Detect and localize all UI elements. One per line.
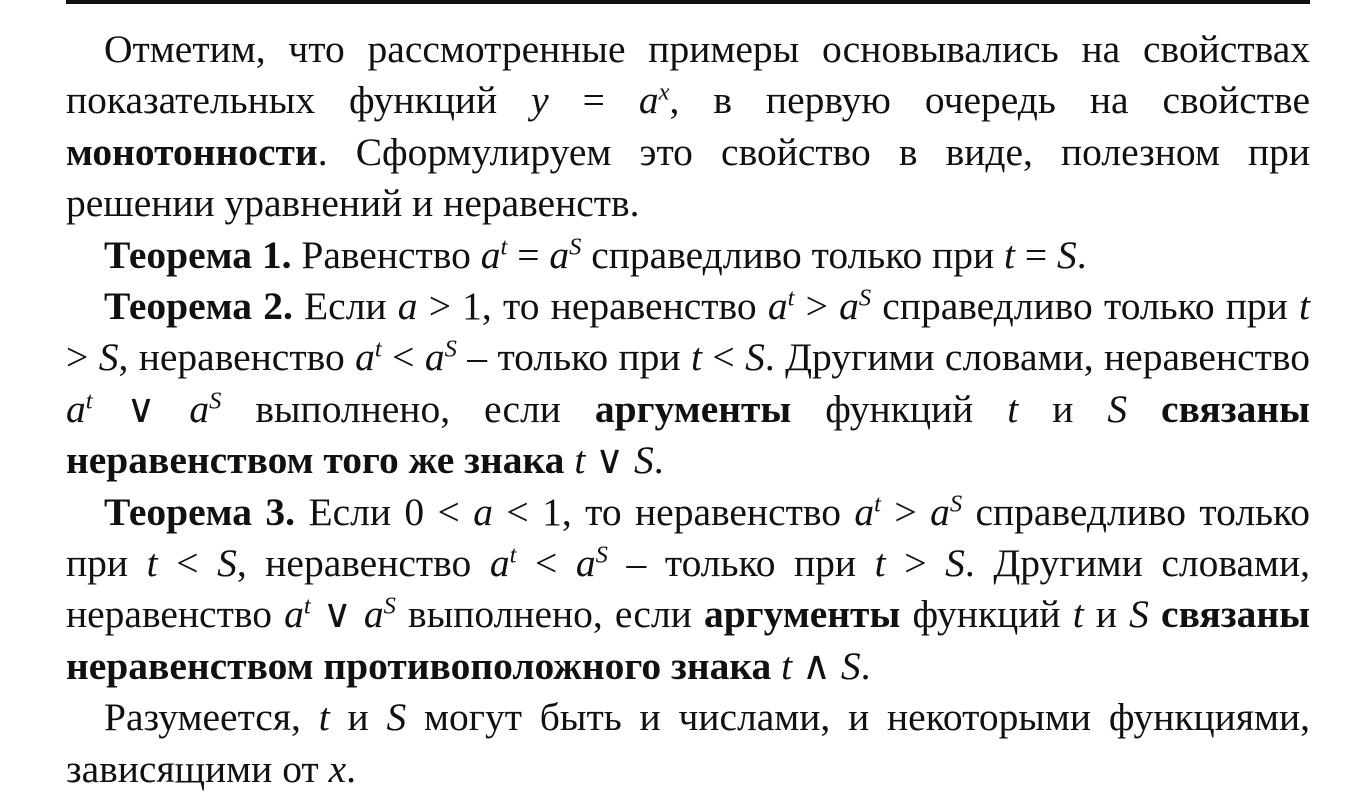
formula-op: ∧ — [792, 643, 841, 688]
theorem-bold-term: связаны неравенством того же знака — [66, 386, 1310, 483]
theorem-text: , неравенство — [236, 541, 490, 586]
theorem-1 — [66, 230, 1310, 281]
formula-op: < — [157, 541, 218, 586]
formula-var: S — [633, 438, 654, 483]
formula-var: t — [1072, 592, 1084, 637]
formula-op: > — [885, 541, 946, 586]
formula-exponent: S — [858, 284, 872, 312]
theorem-text: . Другими словами, неравенство — [66, 541, 1310, 637]
theorem-text: > 1, то неравенство — [417, 284, 768, 329]
formula-exponent: t — [303, 593, 311, 620]
theorem-text: выполнено, если — [395, 592, 704, 637]
theorem-text: Если — [292, 284, 398, 329]
formula-var: a — [767, 284, 788, 329]
theorem-text: выполнено, если — [221, 386, 595, 431]
formula-var: a — [284, 592, 304, 637]
formula-exponent: t — [500, 233, 508, 261]
formula-op: ∨ — [310, 592, 364, 637]
theorem-text: Если 0 < — [295, 489, 474, 534]
theorem-text: и — [1083, 592, 1130, 637]
formula-var: t — [146, 541, 158, 586]
theorem-text: . Другими словами, неравенство — [764, 335, 1310, 380]
closing-text: . — [346, 746, 356, 791]
formula-var: a — [473, 489, 493, 534]
formula-exponent: S — [444, 335, 457, 363]
formula-op: < — [381, 335, 425, 380]
theorem-title: Теорема 3. — [104, 489, 296, 534]
formula-exponent: x — [658, 78, 670, 106]
formula-exponent: S — [949, 490, 963, 518]
formula-var: S — [945, 541, 965, 586]
formula-var: t — [574, 438, 586, 483]
closing-paragraph — [66, 692, 1310, 795]
theorem-text: , неравенство — [118, 335, 356, 380]
theorem-text: функций — [791, 386, 1008, 431]
theorem-text: < 1, то неравенство — [492, 489, 855, 534]
theorem-text: . — [860, 643, 871, 688]
formula-var: t — [318, 695, 330, 740]
formula-var: t — [1007, 386, 1019, 431]
theorem-title: Теорема 1. — [104, 232, 292, 277]
formula-exponent: t — [509, 541, 517, 569]
intro-text: Отметим, что рассмотренные примеры основывались на свойствах показательных функций — [66, 27, 1310, 123]
formula-var: a — [575, 541, 596, 586]
formula-exponent: S — [383, 593, 396, 620]
formula-op: < — [701, 335, 746, 380]
formula-exponent: S — [209, 387, 222, 415]
intro-text: . Сформулируем это свойство в виде, полезном при решении уравнений и неравенств. — [66, 129, 1310, 226]
theorem-text: справедливо только при — [66, 489, 1310, 586]
theorem-text: справедливо только при — [871, 284, 1300, 329]
formula-exponent: t — [874, 490, 881, 518]
formula-var: a — [638, 78, 659, 123]
closing-text: и — [329, 695, 387, 740]
formula-var: a — [854, 489, 875, 534]
top-rule — [66, 0, 1310, 4]
closing-text: Разумеется, — [104, 695, 319, 740]
formula-var: a — [189, 386, 210, 431]
theorem-text: Равенство — [291, 232, 481, 277]
formula-var: t — [1004, 232, 1015, 277]
document-page — [66, 24, 1310, 795]
theorem-bold-term: связаны неравенством противоположного знака — [66, 592, 1310, 688]
formula-var: a — [930, 489, 950, 534]
formula-var: t — [874, 541, 886, 586]
theorem-bold-term: аргументы — [594, 386, 792, 431]
formula-var: S — [98, 335, 119, 380]
formula-var: t — [1299, 284, 1310, 329]
formula-var: a — [355, 335, 375, 380]
formula-var: t — [690, 335, 702, 380]
formula-op: ∨ — [585, 438, 634, 483]
formula-exponent: t — [85, 387, 93, 415]
theorem-2 — [66, 281, 1310, 487]
formula-op: > — [66, 335, 99, 380]
theorem-title: Теорема 2. — [104, 284, 293, 329]
formula-var: y — [531, 78, 549, 123]
formula-var: S — [1057, 232, 1077, 277]
formula-var: S — [1129, 592, 1149, 637]
formula-var: S — [217, 541, 237, 586]
intro-text: , в первую очередь на свойстве — [669, 78, 1310, 123]
theorem-text: функций — [900, 592, 1073, 637]
formula-var: a — [480, 232, 501, 277]
theorem-text: – только при — [607, 541, 875, 586]
formula-op: = — [548, 78, 639, 123]
intro-bold-term: монотонности — [66, 129, 318, 174]
formula-var: a — [549, 232, 570, 277]
formula-var: a — [363, 592, 384, 637]
theorem-text: . — [653, 438, 664, 483]
theorem-3 — [66, 487, 1310, 693]
closing-text: могут быть и числами, и некоторыми функциями, зависящими от — [66, 695, 1311, 791]
theorem-text: и — [1018, 386, 1108, 431]
formula-var: t — [781, 643, 793, 688]
formula-exponent: S — [595, 541, 608, 569]
formula-op: < — [516, 541, 576, 586]
formula-var: S — [745, 335, 765, 380]
theorem-text: . — [1076, 232, 1087, 277]
intro-paragraph — [66, 24, 1310, 230]
theorem-text: – только при — [456, 335, 691, 380]
formula-var: S — [1107, 386, 1128, 431]
formula-var: S — [840, 643, 861, 688]
formula-var: a — [424, 335, 445, 380]
formula-var: a — [489, 541, 510, 586]
theorem-text: справедливо только при — [581, 232, 1004, 277]
formula-var: x — [328, 746, 347, 791]
formula-op: ∨ — [92, 386, 190, 431]
formula-exponent: S — [569, 233, 582, 261]
formula-exponent: t — [787, 284, 795, 312]
formula-exponent: t — [374, 335, 382, 363]
formula-op: > — [880, 489, 931, 534]
formula-var: a — [839, 284, 859, 329]
formula-var: S — [386, 695, 407, 740]
formula-var: a — [66, 386, 86, 431]
theorem-bold-term: аргументы — [703, 592, 901, 637]
formula-op: = — [1014, 232, 1058, 277]
formula-var: a — [397, 284, 418, 329]
formula-op: = — [507, 232, 550, 277]
formula-op: > — [794, 284, 840, 329]
